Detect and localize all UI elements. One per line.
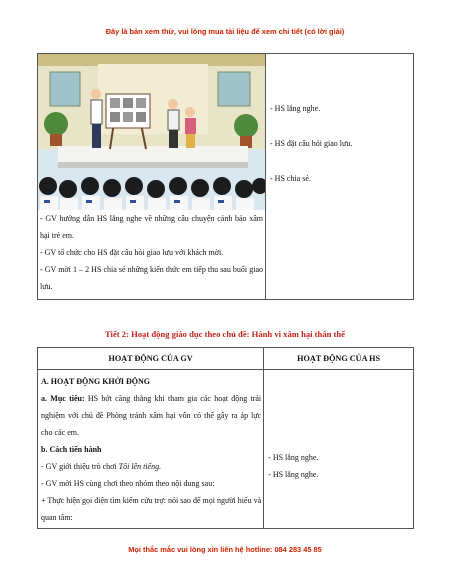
hs-line: - HS lắng nghe. xyxy=(268,453,319,462)
gv-cell xyxy=(38,54,266,300)
col-header-gv: HOẠT ĐỘNG CỦA GV xyxy=(38,348,264,370)
line3: + Thực hiện gọi điện tìm kiếm cứu trợ: nói sao để mọi người hiểu và quan tâm: xyxy=(41,496,262,522)
cach-tien-hanh-label: b. Cách tiến hành xyxy=(41,445,102,454)
muc-tieu-text: HS bớt căng thẳng khi tham gia các hoạt động trải nghiệm với chủ đề Phòng tránh xâm hại vốn có thể gây ra áp lực cho các em. xyxy=(41,394,262,437)
line2: - GV mời HS cùng chơi theo nhóm theo nội dung sau: xyxy=(41,479,215,488)
preview-banner: Đây là bản xem thử, vui lòng mua tài liệu để xem chi tiết (có lời giải) xyxy=(105,27,345,36)
heading-a: A. HOẠT ĐỘNG KHỞI ĐỘNG xyxy=(41,377,150,386)
activity-table-1 xyxy=(37,53,414,300)
muc-tieu-label: a. Mục tiêu: xyxy=(41,394,85,403)
section-title: Tiết 2: Hoạt động giáo dục theo chủ đề: Hành vi xâm hại thân thể xyxy=(104,329,346,339)
gv-cell xyxy=(38,370,264,529)
hs-line: - HS lắng nghe. xyxy=(270,104,321,113)
hs-cell xyxy=(264,370,414,529)
hs-line: - HS đặt câu hỏi giao lưu. xyxy=(270,139,353,148)
classroom-illustration xyxy=(38,54,265,210)
gv-line: - GV hướng dẫn HS lắng nghe về những câu chuyện cảnh báo xâm hại trẻ em. xyxy=(40,214,263,240)
hs-line: - HS lắng nghe. xyxy=(268,470,319,479)
gv-line: - GV tổ chức cho HS đặt câu hỏi giao lưu với khách mời. xyxy=(40,248,224,257)
gv-line: - GV mời 1 – 2 HS chia sẻ những kiến thức em tiếp thu sau buổi giao lưu. xyxy=(40,265,263,291)
hs-cell xyxy=(266,54,414,300)
activity-table-2 xyxy=(37,347,414,529)
col-header-hs: HOẠT ĐỘNG CỦA HS xyxy=(264,348,414,370)
hotline-banner: Mọi thắc mắc vui lòng xin liên hệ hotline: 084 283 45 85 xyxy=(128,545,322,554)
game-name: Tôi lên tiếng. xyxy=(118,462,162,471)
line1-prefix: - GV giới thiệu trò chơi xyxy=(41,462,119,471)
hs-line: - HS chia sẻ. xyxy=(270,174,311,183)
